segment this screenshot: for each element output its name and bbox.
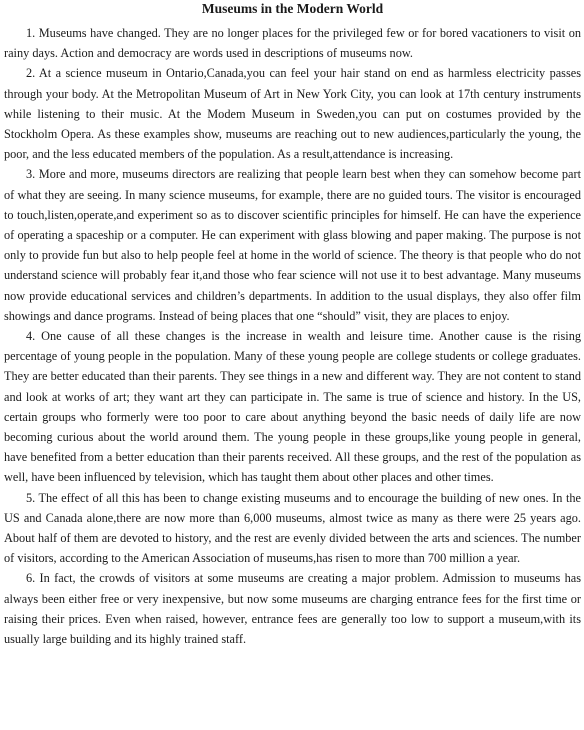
document-title: Museums in the Modern World [201,1,384,16]
paragraph-6: 6. In fact, the crowds of visitors at some museums are creating a major problem. Admission to museums has always been either free or very inexpensive, but now some museums are charging entrance fees for the first time or raising their prices. Even when raised, however, entrance fees are generally too low to support a museum,with its usually large building and its highly trained staff. [4,571,581,647]
paragraph-1: 1. Museums have changed. They are no longer places for the privileged few or for bored vacationers to visit on rainy days. Action and democracy are words used in descriptions of museums now. [4,26,581,61]
paragraph-3: 3. More and more, museums directors are realizing that people learn best when they can somehow become part of what they are seeing. In many science museums, for example, there are no guided tours. The visitor is encouraged to touch,listen,operate,and experiment so as to discover scientific principles for himself. He can have the experience of operating a spaceship or a computer. He can experiment with glass blowing and paper making. The purpose is not only to provide fun but also to help people feel at home in the world of science. The theory is that people who do not understand science will probably fear it,and those who fear science will not use it to best advantage. Many museums now provide educational services and children’s departments. In addition to the usual displays, they also offer film showings and dance programs. Instead of being places that one “should” visit, they are places to enjoy. [4,167,581,323]
paragraph-2: 2. At a science museum in Ontario,Canada,you can feel your hair stand on end as harmless electricity passes through your body. At the Metropolitan Museum of Art in New York City, you can look at 17th century instruments while listening to their music. At the Modem Museum in Sweden,you can put on costumes provided by the Stockholm Opera. As these examples show, museums are reaching out to new audiences,particularly the young, the poor, and the less educated members of the population. As a result,attendance is increasing. [4,66,581,162]
paragraph-5: 5. The effect of all this has been to change existing museums and to encourage the building of new ones. In the US and Canada alone,there are now more than 6,000 museums, almost twice as many as there were 25 years ago. About half of them are devoted to history, and the rest are evenly divided between the arts and sciences. The number of visitors, according to the American Association of museums,has risen to more than 700 million a year. [4,490,581,566]
paragraph-4: 4. One cause of all these changes is the increase in wealth and leisure time. Another cause is the rising percentage of young people in the population. Many of these young people are college students or college graduates. They are better educated than their parents. They see things in a new and different way. They are not content to stand and look at works of art; they want art they can participate in. The same is true of science and history. In the US, certain groups who formerly were too poor to care about anything beyond the basic needs of daily life are now becoming curious about the world around them. The young people in these groups,like young people in general, have benefited from a better education than their parents received. All these groups, and the rest of the population as well, have been influenced by television, which has taught them about other places and other times. [4,329,581,485]
